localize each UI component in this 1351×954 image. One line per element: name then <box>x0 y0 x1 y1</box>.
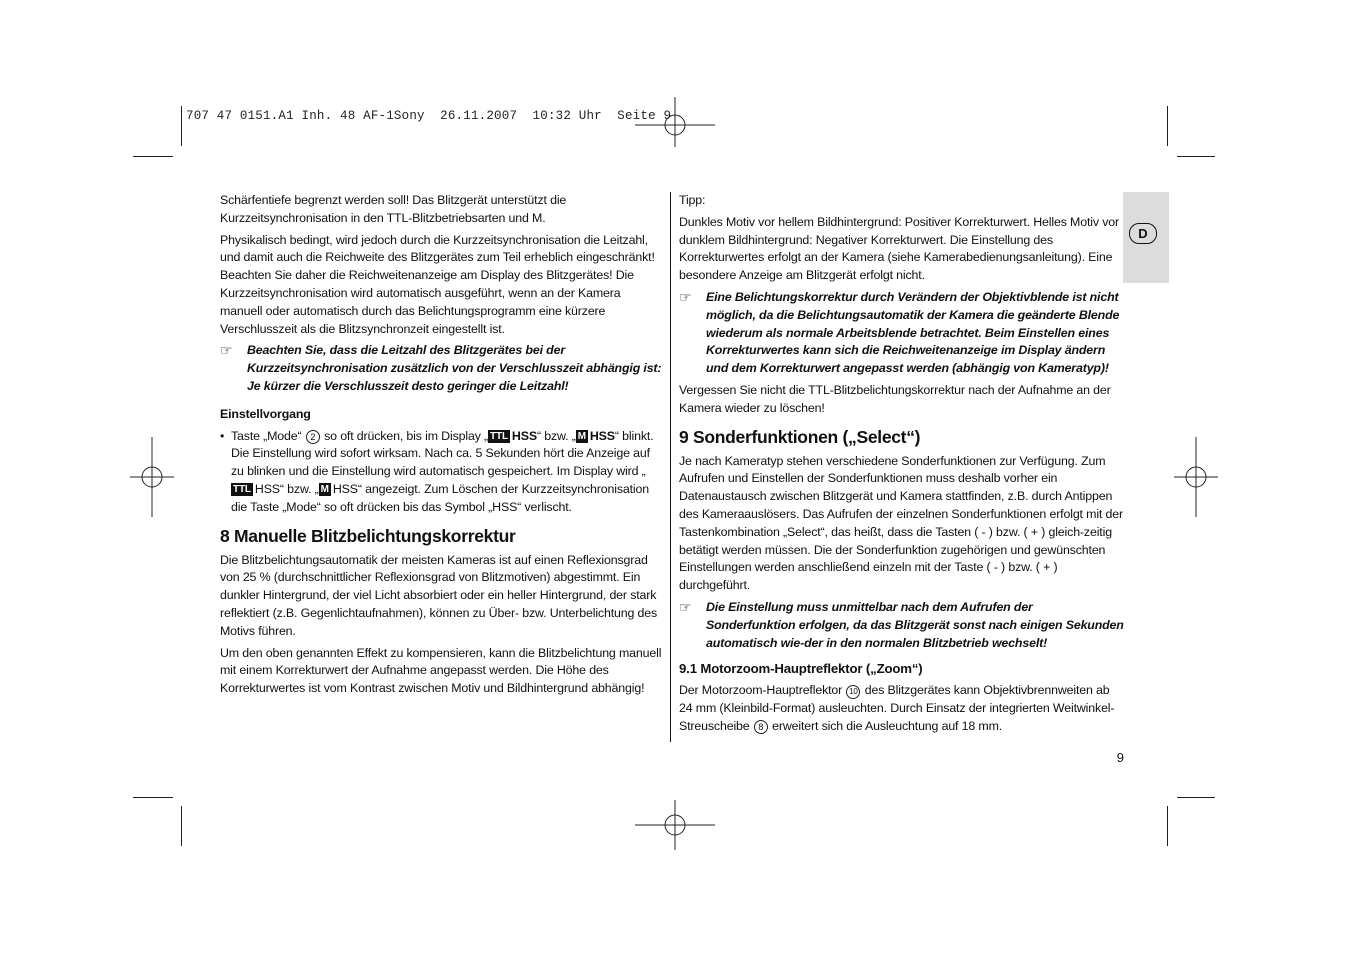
subheading: Einstellvorgang <box>220 406 311 421</box>
crop-mark <box>181 806 182 846</box>
language-tab-letter: D <box>1129 223 1157 244</box>
paragraph: Um den oben genannten Effekt zu kompensieren, kann die Blitzbelichtung manuell mit einem Korrekturwert der Aufnahme angepasst werden. Die Höhe des Korrekturwertes ist vom Kontrast zwischen Motiv und Bildhintergrund abhängig! <box>220 645 662 696</box>
crop-mark <box>133 797 173 798</box>
subsection-heading: 9.1 Motorzoom-Hauptreflektor („Zoom“) <box>679 661 923 677</box>
section-heading: 8 Manuelle Blitzbelichtungskorrektur <box>220 525 516 546</box>
crop-mark <box>133 156 173 157</box>
list-item-text: Taste „Mode“ 2 so oft drücken, bis im Display „ TTL HSS“ bzw. „ M HSS“ blinkt. Die Einstellung wird sofort wirksam. Nach ca. 5 Sekunden hört die Anzeige auf zu blinken und die Einstellung wird automatisch gespeichert. Im Display wird „TTL HSS“ bzw. „ M HSS“ angezeigt. Zum Löschen der Kurzzeitsynchronisation die Taste „Mode“ so oft drücken bis das Symbol „HSS“ verlischt. <box>231 428 654 514</box>
paragraph: Physikalisch bedingt, wird jedoch durch die Kurzzeitsynchronisation die Leitzahl, und damit auch die Reichweite des Blitzgerätes zum Teil erheblich eingeschränkt! Beachten Sie daher die Reichweitenanzeige am Display des Blitzgerätes! Die Kurzzeitsynchronisation wird automatisch ausgeführt, wenn an der Kamera manuell oder automatisch durch das Belichtungsprogramm eine kürzere Verschlusszeit als die Blitzsynchronzeit eingestellt ist. <box>220 232 655 336</box>
printer-slug: 707 47 0151.A1 Inh. 48 AF-1Sony 26.11.2007 10:32 Uhr Seite 9 <box>186 109 672 123</box>
registration-mark-icon <box>635 800 715 850</box>
number-8-icon: 8 <box>754 720 768 734</box>
number-10-icon: 10 <box>846 685 860 699</box>
list-item <box>220 428 662 517</box>
note-text: Die Einstellung muss unmittelbar nach dem Aufrufen der Sonderfunktion erfolgen, da das Blitzgerät sonst nach einigen Sekunden automatisch wie-der in den normalen Blitzbetrieb wechselt! <box>706 599 1124 650</box>
crop-mark <box>1177 156 1215 157</box>
paragraph: Je nach Kameratyp stehen verschiedene Sonderfunktionen zur Verfügung. Zum Aufrufen und Einstellen der Sonderfunktionen muss deshalb vorher ein Datenaustausch zwischen Blitzgerät und Kamera stattfinden, z.B. durch Antippen des Kameraauslösers. Das Aufrufen der einzelnen Sonderfunktionen erfolgt mit der Tastenkombination „Select“, das heißt, dass die Tasten ( - ) bzw. ( + ) gleich-zeitig betätigt werden müssen. Die der Sonderfunktion zugehörigen und gewünschten Einstellungen werden anschließend einzeln mit der Taste ( - ) bzw. ( + ) durchgeführt. <box>679 453 1123 593</box>
paragraph: Die Blitzbelichtungsautomatik der meisten Kameras ist auf einen Reflexionsgrad von 25 % (durchschnittlicher Reflexionsgrad von Blitzmotiven) abgestimmt. Ein dunkler Hintergrund, der viel Licht absorbiert oder ein heller Hintergrund, der stark reflektiert (z.B. Gegenlichtaufnahmen), können zu Über- bzw. Unterbelichtung des Motivs führen. <box>220 552 658 638</box>
column-separator <box>670 192 671 742</box>
crop-mark <box>1167 806 1168 846</box>
note-text: Eine Belichtungskorrektur durch Verändern der Objektivblende ist nicht möglich, da die Belichtungsautomatik der Kamera die geänderte Blende wiederum als normale Arbeitsblende betrachtet. Beim Einstellen eines Korrekturwertes kann sich die Reichweitenanzeige im Display ändern und dem Korrekturwert angepasst werden (abhängig von Kameratyp)! <box>706 289 1120 376</box>
page-number: 9 <box>1116 750 1124 765</box>
tip-label: Tipp: <box>679 193 706 207</box>
paragraph: Der Motorzoom-Hauptreflektor 10 des Blitzgerätes kann Objektivbrennweiten ab 24 mm (Kleinbild-Format) ausleuchten. Durch Einsatz der integrierten Weitwinkel-Streuscheibe 8 erweitert sich die Ausleuchtung auf 18 mm. <box>679 683 1115 733</box>
right-column <box>679 192 1124 740</box>
paragraph: Dunkles Motiv vor hellem Bildhintergrund: Positiver Korrekturwert. Helles Motiv vor dunklem Bildhintergrund: Negativer Korrekturwert. Die Einstellung des Korrekturwertes erfolgt an der Kamera (siehe Kamerabedienungsanleitung). Eine besondere Anzeige am Blitzgerät erfolgt nicht. <box>679 214 1119 283</box>
paragraph: Schärfentiefe begrenzt werden soll! Das Blitzgerät unterstützt die Kurzzeitsynchronisation in den TTL-Blitzbetriebsarten und M. <box>220 193 567 225</box>
crop-mark <box>1177 797 1215 798</box>
pointing-hand-icon: ☞ <box>679 288 692 305</box>
section-heading: 9 Sonderfunktionen („Select“) <box>679 426 921 447</box>
number-2-icon: 2 <box>306 430 320 444</box>
registration-mark-icon <box>1174 437 1218 517</box>
note <box>679 599 1124 652</box>
ttl-badge: TTL <box>490 430 508 442</box>
crop-mark <box>181 106 182 146</box>
m-badge: M <box>577 430 586 442</box>
pointing-hand-icon: ☞ <box>220 342 233 359</box>
bullet-dot: • <box>220 428 225 443</box>
paragraph: Vergessen Sie nicht die TTL-Blitzbelichtungskorrektur nach der Aufnahme an der Kamera wieder zu löschen! <box>679 382 1111 415</box>
registration-mark-icon <box>130 437 174 517</box>
ttl-badge: TTL <box>233 483 251 495</box>
m-badge: M <box>320 483 329 495</box>
left-column <box>220 192 662 702</box>
crop-mark <box>1167 106 1168 146</box>
note <box>220 342 662 395</box>
note-text: Beachten Sie, dass die Leitzahl des Blitzgerätes bei der Kurzzeitsynchronisation zusätzlich von der Verschlusszeit abhängig ist: Je kürzer die Verschlusszeit desto geringer die Leitzahl! <box>247 343 662 393</box>
pointing-hand-icon: ☞ <box>679 598 692 615</box>
registration-mark-icon <box>635 97 715 147</box>
note <box>679 289 1124 378</box>
